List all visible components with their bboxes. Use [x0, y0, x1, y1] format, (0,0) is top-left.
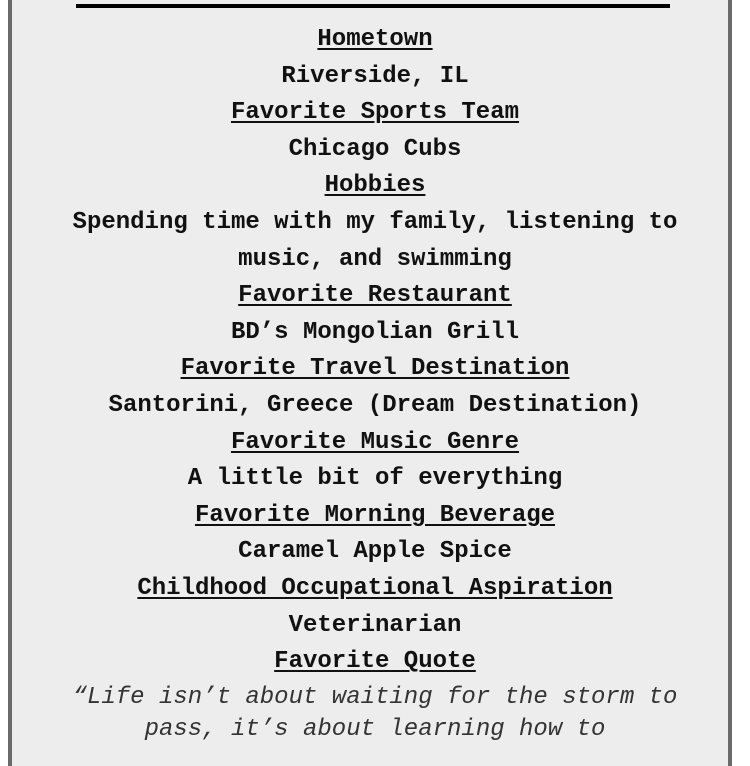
morning-beverage-value: Caramel Apple Spice: [238, 538, 512, 566]
sports-team-value: Chicago Cubs: [288, 135, 462, 163]
favorite-quote-label: Favorite Quote: [274, 648, 476, 676]
occupational-aspiration-value: Veterinarian: [288, 611, 462, 639]
hobbies-value: Spending time with my family, listening to music, and swimming: [72, 208, 678, 273]
favorite-quote-text: “Life isn’t about waiting for the storm to pass, it’s about learning how to: [72, 683, 678, 743]
music-genre-value: A little bit of everything: [187, 465, 563, 493]
morning-beverage-label: Favorite Morning Beverage: [194, 501, 556, 529]
hometown-value: Riverside, IL: [281, 62, 469, 90]
hometown-label: Hometown: [317, 26, 433, 53]
restaurant-value: BD’s Mongolian Grill: [230, 318, 520, 346]
occupational-aspiration-label: Childhood Occupational Aspiration: [137, 574, 613, 602]
hobbies-label: Hobbies: [324, 172, 426, 200]
travel-destination-label: Favorite Travel Destination: [180, 355, 570, 383]
restaurant-label: Favorite Restaurant: [238, 282, 512, 310]
profile-content: [0, 22, 750, 746]
travel-destination-value: Santorini, Greece (Dream Destination): [108, 391, 642, 419]
sports-team-label: Favorite Sports Team: [230, 99, 520, 127]
music-genre-label: Favorite Music Genre: [230, 428, 520, 456]
top-divider: [76, 4, 670, 8]
